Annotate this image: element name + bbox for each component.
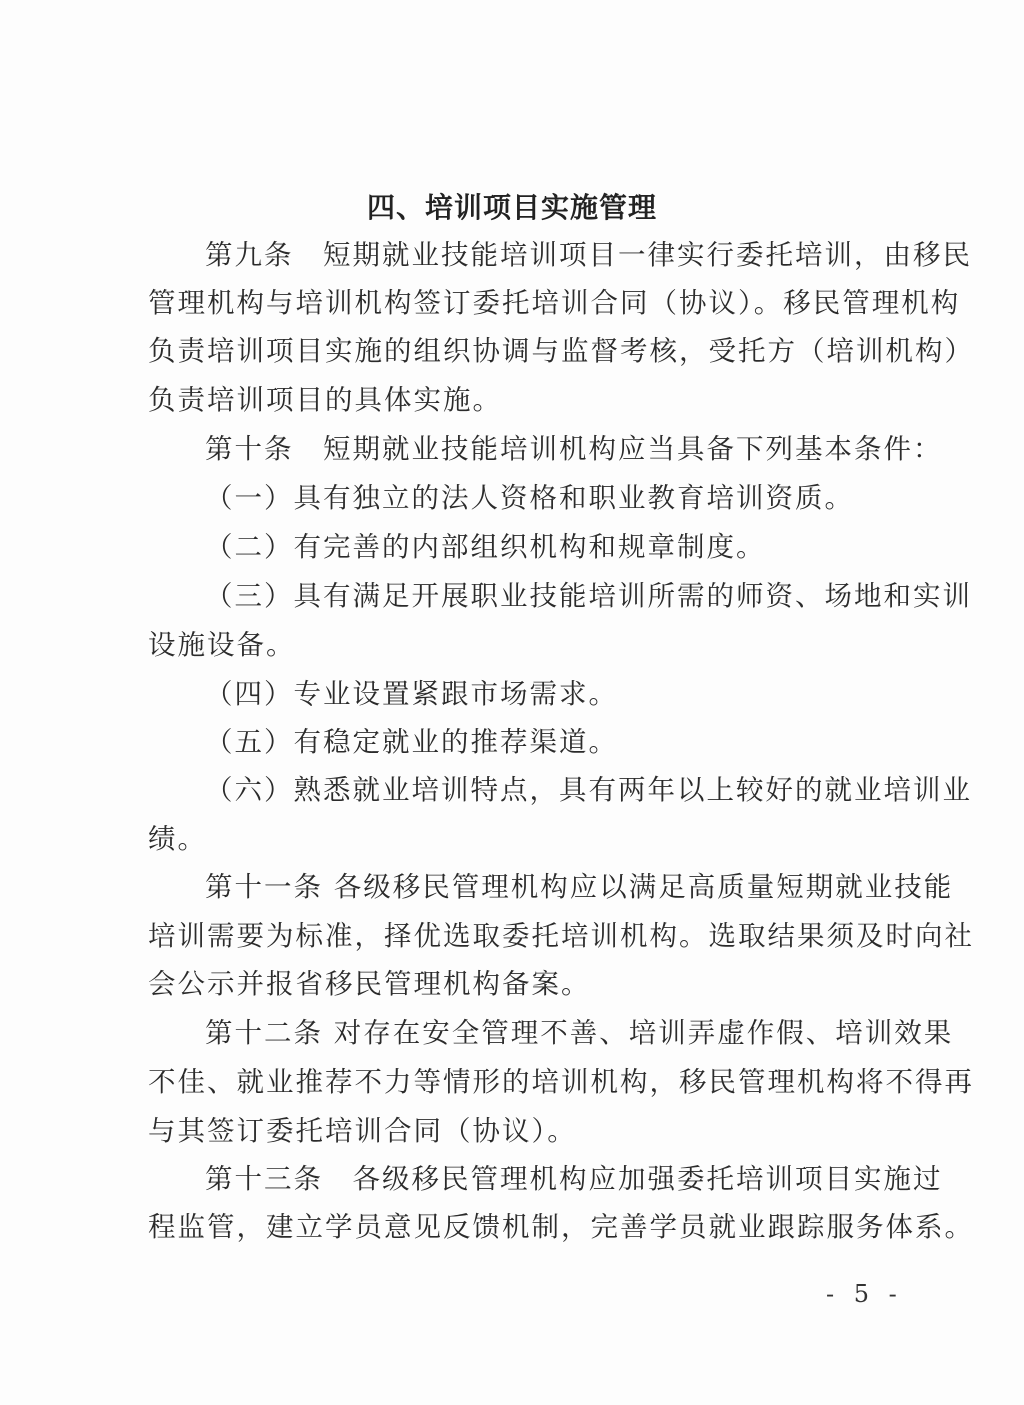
article-11-line-3: 会公示并报省移民管理机构备案。 <box>148 968 591 1000</box>
condition-6-line-2: 绩。 <box>148 823 207 855</box>
article-12-line-3: 与其签订委托培训合同（协议）。 <box>148 1115 577 1147</box>
article-9-line-1: 第九条 短期就业技能培训项目一律实行委托培训，由移民 <box>205 239 972 271</box>
article-13-line-2: 程监管，建立学员意见反馈机制，完善学员就业跟踪服务体系。 <box>148 1211 974 1243</box>
article-9-line-3: 负责培训项目实施的组织协调与监督考核，受托方（培训机构） <box>148 335 974 367</box>
article-11-line-1: 第十一条 各级移民管理机构应以满足高质量短期就业技能 <box>205 871 954 903</box>
article-12-line-2: 不佳、就业推荐不力等情形的培训机构，移民管理机构将不得再 <box>148 1066 974 1098</box>
article-11-line-2: 培训需要为标准，择优选取委托培训机构。选取结果须及时向社 <box>148 920 974 952</box>
page-number: - 5 - <box>826 1280 903 1308</box>
condition-5: （五）有稳定就业的推荐渠道。 <box>205 726 618 758</box>
condition-3-line-1: （三）具有满足开展职业技能培训所需的师资、场地和实训 <box>205 580 972 612</box>
article-10-line-1: 第十条 短期就业技能培训机构应当具备下列基本条件： <box>205 433 943 465</box>
article-12-line-1: 第十二条 对存在安全管理不善、培训弄虚作假、培训效果 <box>205 1017 954 1049</box>
condition-1: （一）具有独立的法人资格和职业教育培训资质。 <box>205 482 854 514</box>
condition-4: （四）专业设置紧跟市场需求。 <box>205 678 618 710</box>
article-13-line-1: 第十三条 各级移民管理机构应加强委托培训项目实施过 <box>205 1163 943 1195</box>
article-9-line-4: 负责培训项目的具体实施。 <box>148 384 502 416</box>
condition-6-line-1: （六）熟悉就业培训特点，具有两年以上较好的就业培训业 <box>205 774 972 806</box>
condition-2: （二）有完善的内部组织机构和规章制度。 <box>205 531 766 563</box>
section-heading: 四、培训项目实施管理 <box>366 191 657 224</box>
article-9-line-2: 管理机构与培训机构签订委托培训合同（协议）。移民管理机构 <box>148 287 961 319</box>
condition-3-line-2: 设施设备。 <box>148 629 296 661</box>
